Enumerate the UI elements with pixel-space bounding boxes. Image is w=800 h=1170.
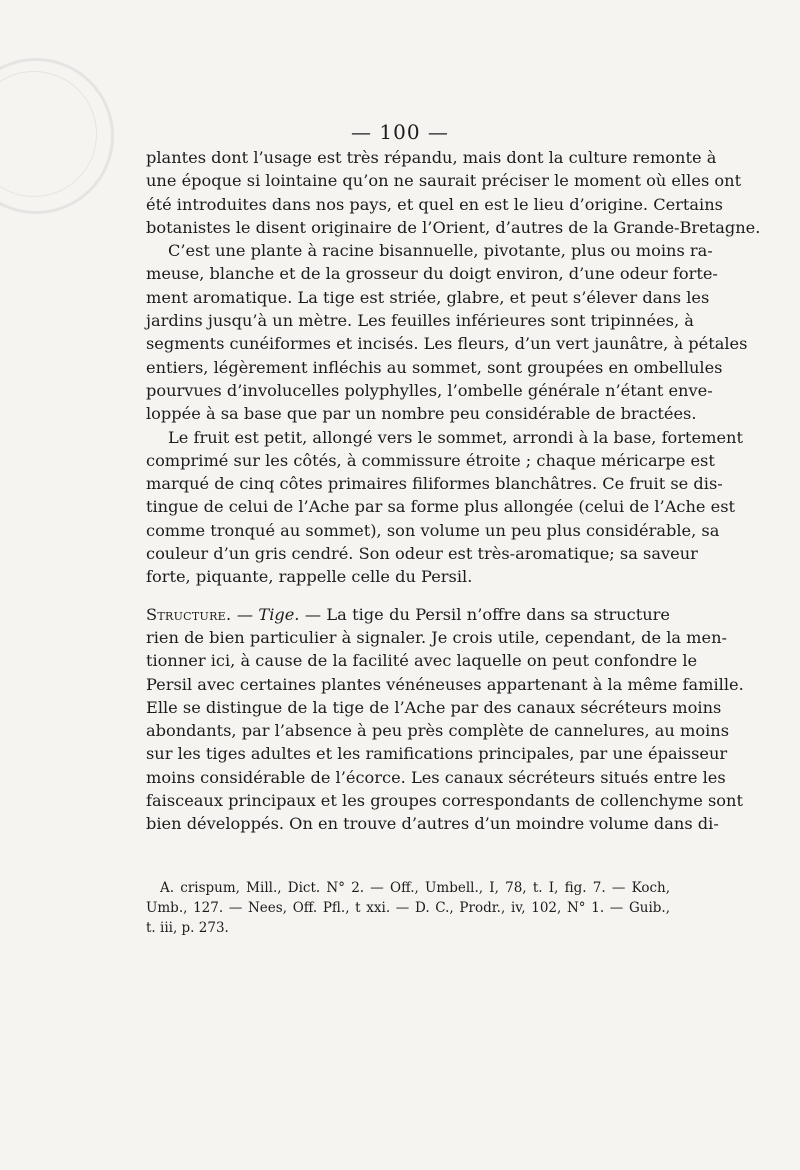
text-line: loppée à sa base que par un nombre peu considérable de bractées. bbox=[146, 404, 697, 424]
text-line: couleur d’un gris cendré. Son odeur est très-aromatique; sa saveur bbox=[146, 544, 698, 564]
text-line: abondants, par l’absence à peu près complète de cannelures, au moins bbox=[146, 721, 729, 741]
text-line: une époque si lointaine qu’on ne saurait préciser le moment où elles ont bbox=[146, 171, 742, 191]
text-line: jardins jusqu’à un mètre. Les feuilles inférieures sont tripinnées, à bbox=[146, 311, 694, 331]
heading-dash: — bbox=[231, 604, 259, 624]
text-line: été introduites dans nos pays, et quel en est le lieu d’origine. Certains bbox=[146, 194, 723, 214]
body-text bbox=[146, 146, 761, 836]
text-line: Elle se distingue de la tige de l’Ache par des canaux sécréteurs moins bbox=[146, 697, 722, 717]
text-line: ment aromatique. La tige est striée, glabre, et peut s’élever dans les bbox=[146, 287, 710, 307]
text-line: comme tronqué au sommet), son volume un peu plus considérable, sa bbox=[146, 520, 720, 540]
heading-line-rest: — La tige du Persil n’offre dans sa structure bbox=[299, 604, 670, 624]
footnote-line: A. crispum, Mill., Dict. N° 2. — Off., Umbell., I, 78, t. I, fig. 7. — Koch, bbox=[160, 880, 670, 896]
section-subheading: Tige. bbox=[258, 604, 300, 624]
text-line: tionner ici, à cause de la facilité avec laquelle on peut confondre le bbox=[146, 651, 698, 671]
paragraph-3 bbox=[146, 426, 743, 589]
text-line: pourvues d’involucelles polyphylles, l’ombelle générale n’étant enve- bbox=[146, 380, 713, 400]
text-line: botanistes le disent originaire de l’Orient, d’autres de la Grande-Bretagne. bbox=[146, 217, 761, 237]
footnote bbox=[146, 878, 670, 938]
text-line: moins considérable de l’écorce. Les canaux sécréteurs situés entre les bbox=[146, 767, 726, 787]
text-line: Le fruit est petit, allongé vers le sommet, arrondi à la base, fortement bbox=[168, 427, 743, 447]
text-line: entiers, légèrement infléchis au sommet, sont groupées en ombellules bbox=[146, 357, 723, 377]
text-line: rien de bien particulier à signaler. Je crois utile, cependant, de la men- bbox=[146, 627, 727, 647]
paragraph-1 bbox=[146, 146, 761, 239]
text-line: meuse, blanche et de la grosseur du doigt environ, d’une odeur forte- bbox=[146, 264, 718, 284]
text-line: bien développés. On en trouve d’autres d’un moindre volume dans di- bbox=[146, 814, 719, 834]
text-line: C’est une plante à racine bisannuelle, pivotante, plus ou moins ra- bbox=[168, 241, 713, 261]
text-line: segments cunéiformes et incisés. Les fleurs, d’un vert jaunâtre, à pétales bbox=[146, 334, 748, 354]
text-line: tingue de celui de l’Ache par sa forme plus allongée (celui de l’Ache est bbox=[146, 497, 736, 517]
text-line: forte, piquante, rappelle celle du Persil. bbox=[146, 567, 473, 587]
text-line: faisceaux principaux et les groupes correspondants de collenchyme sont bbox=[146, 791, 743, 811]
section-heading: Structure. bbox=[146, 604, 232, 624]
paragraph-2 bbox=[146, 239, 748, 425]
text-line: comprimé sur les côtés, à commissure étroite ; chaque méricarpe est bbox=[146, 450, 715, 470]
paragraph-4 bbox=[146, 603, 744, 836]
text-line: plantes dont l’usage est très répandu, mais dont la culture remonte à bbox=[146, 148, 717, 167]
footnote-line: Umb., 127. — Nees, Off. Pfl., t xxi. — D. C., Prodr., iv, 102, N° 1. — Guib., bbox=[146, 900, 670, 916]
text-line: marqué de cinq côtes primaires filiformes blanchâtres. Ce fruit se dis- bbox=[146, 474, 723, 494]
section-gap bbox=[146, 589, 670, 603]
page-number: — 100 — bbox=[351, 120, 449, 144]
text-line: Persil avec certaines plantes vénéneuses appartenant à la même famille. bbox=[146, 674, 744, 694]
section-heading-line bbox=[146, 603, 670, 626]
footnote-line: t. iii, p. 273. bbox=[146, 920, 229, 936]
text-line: sur les tiges adultes et les ramifications principales, par une épaisseur bbox=[146, 744, 728, 764]
